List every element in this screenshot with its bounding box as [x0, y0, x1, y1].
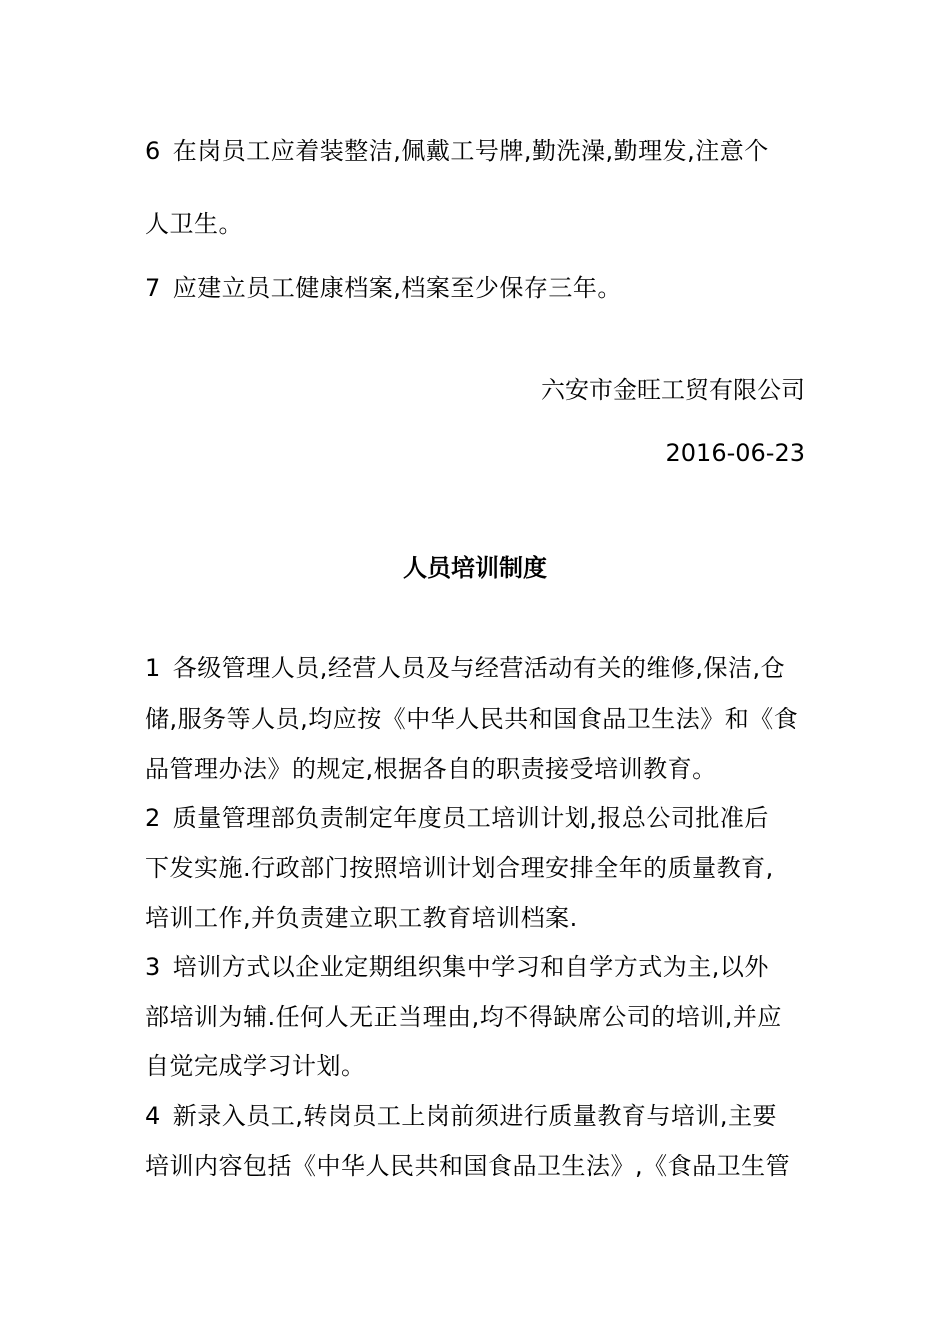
item-3-line-1 [145, 952, 769, 982]
item-1-line-3: 品管理办法》的规定,根据各自的职责接受培训教育。 [145, 755, 717, 783]
item-1-text-1: 各级管理人员,经营人员及与经营活动有关的维修,保洁,仓 [172, 654, 786, 682]
item-2-line-2: 下发实施.行政部门按照培训计划合理安排全年的质量教育, [145, 854, 774, 882]
item-3-line-2: 部培训为辅.任何人无正当理由,均不得缺席公司的培训,并应 [145, 1003, 782, 1031]
item-7-text-1: 应建立员工健康档案,档案至少保存三年。 [172, 274, 622, 302]
company-signature: 六安市金旺工贸有限公司 [541, 376, 805, 404]
item-4-line-2: 培训内容包括《中华人民共和国食品卫生法》,《食品卫生管 [145, 1152, 791, 1180]
item-3-number: 3 [145, 953, 161, 981]
item-1-line-2: 储,服务等人员,均应按《中华人民共和国食品卫生法》和《食 [145, 705, 799, 733]
section-title: 人员培训制度 [403, 554, 547, 582]
item-6-number: 6 [145, 137, 161, 165]
item-6-line-1 [145, 136, 769, 166]
item-1-line-1 [145, 653, 785, 683]
item-7-line-1 [145, 273, 622, 303]
item-2-line-3: 培训工作,并负责建立职工教育培训档案. [145, 904, 578, 932]
item-4-text-1: 新录入员工,转岗员工上岗前须进行质量教育与培训,主要 [172, 1102, 778, 1130]
item-1-number: 1 [145, 654, 161, 682]
item-2-line-1 [145, 803, 769, 833]
item-2-number: 2 [145, 804, 161, 832]
item-6-line-2: 人卫生。 [145, 210, 243, 238]
item-4-number: 4 [145, 1102, 161, 1130]
item-4-line-1 [145, 1101, 777, 1131]
item-2-text-1: 质量管理部负责制定年度员工培训计划,报总公司批准后 [172, 804, 769, 832]
item-6-text-1: 在岗员工应着装整洁,佩戴工号牌,勤洗澡,勤理发,注意个 [172, 137, 769, 165]
signature-date: 2016-06-23 [665, 439, 805, 467]
item-3-line-3: 自觉完成学习计划。 [145, 1052, 366, 1080]
item-3-text-1: 培训方式以企业定期组织集中学习和自学方式为主,以外 [172, 953, 769, 981]
item-7-number: 7 [145, 274, 161, 302]
